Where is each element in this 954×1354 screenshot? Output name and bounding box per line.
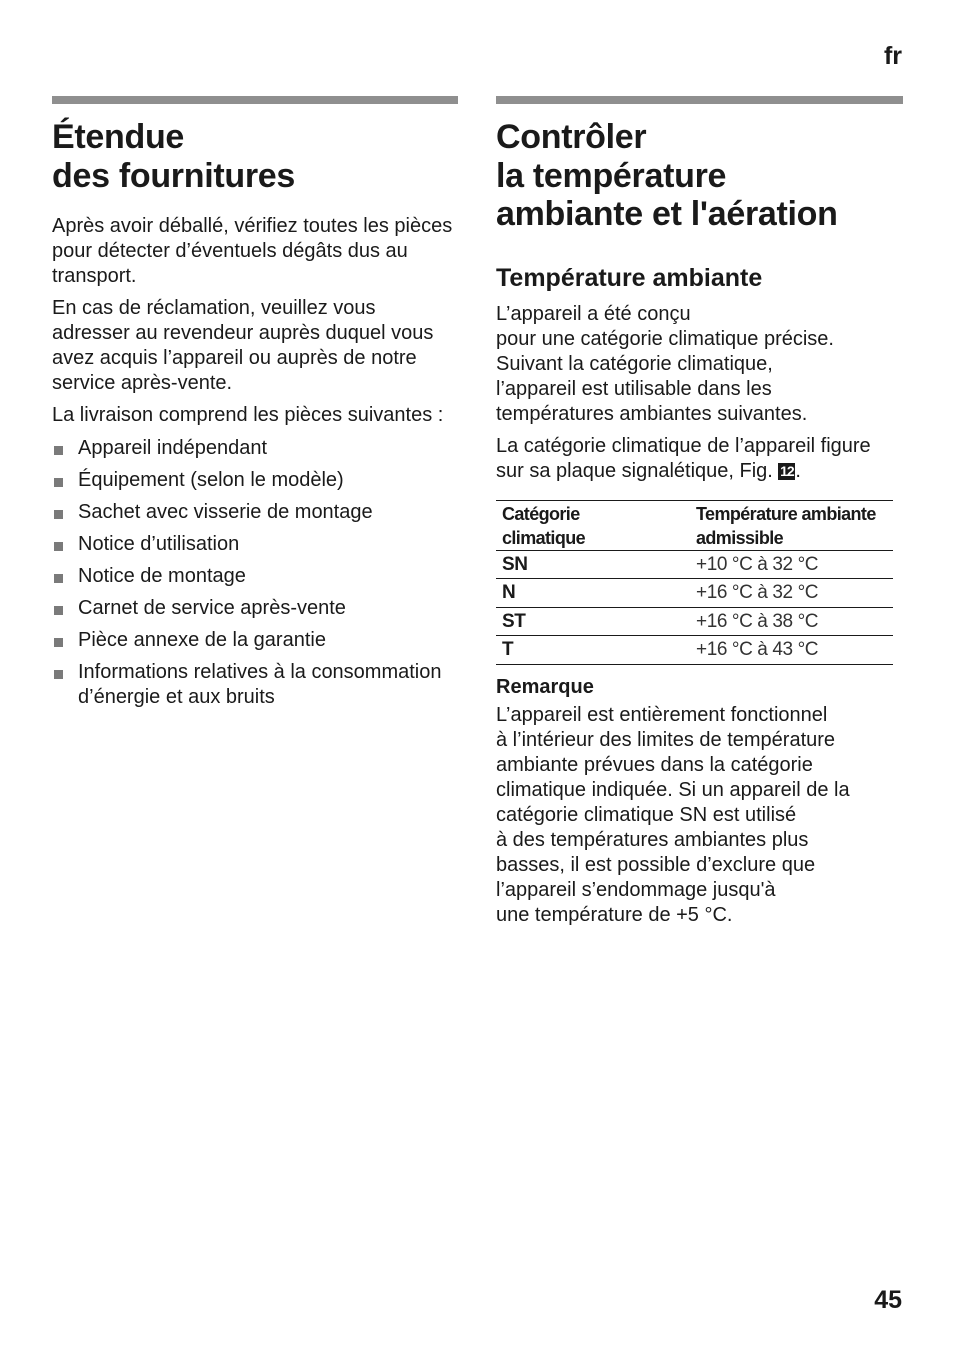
- ambient-temperature-subheading: Température ambiante: [496, 263, 763, 292]
- sentence-end: .: [795, 459, 801, 482]
- title-line: la température: [496, 156, 727, 195]
- table-cell-range: +10 °C à 32 °C: [690, 550, 893, 579]
- ambient-temperature-title: [496, 118, 903, 234]
- list-item-text: Sachet avec visserie de montage: [78, 501, 373, 523]
- bullet-square-icon: [54, 670, 63, 679]
- section-rule: [496, 96, 903, 104]
- list-item-text: Carnet de service après-vente: [78, 597, 346, 619]
- title-line: Étendue: [52, 118, 185, 156]
- section-rule: [52, 96, 458, 104]
- title-line: ambiante et l'aération: [496, 195, 838, 233]
- list-item: [52, 532, 458, 557]
- column-header-temperature: Température ambiante admissible: [690, 500, 893, 550]
- text-line: une température de +5 °C.: [496, 903, 733, 926]
- list-item: [52, 468, 458, 493]
- table-cell-category: N: [496, 579, 690, 608]
- text-line: basses, il est possible d’exclure que: [496, 853, 816, 876]
- paragraph-intro: [496, 302, 903, 427]
- table-cell-range: +16 °C à 38 °C: [690, 607, 893, 636]
- climate-class-table: [496, 500, 893, 665]
- delivery-list: [52, 436, 458, 710]
- table-cell-range: +16 °C à 32 °C: [690, 579, 893, 608]
- language-label: fr: [883, 42, 902, 70]
- table-row: [496, 550, 893, 579]
- bullet-square-icon: [54, 574, 63, 583]
- bullet-square-icon: [54, 510, 63, 519]
- list-item-text: Équipement (selon le modèle): [78, 469, 344, 491]
- table-row: [496, 607, 893, 636]
- text-line: L’appareil est entièrement fonctionnel: [496, 703, 828, 726]
- ambient-temperature-section: [496, 96, 903, 935]
- delivery-scope-title: [52, 118, 458, 195]
- text-line: à l’intérieur des limites de température: [496, 728, 836, 751]
- paragraph-note: [496, 703, 903, 928]
- list-item: [52, 628, 458, 653]
- bullet-square-icon: [54, 446, 63, 455]
- paragraph-complaint: En cas de réclamation, veuillez vous adresser au revendeur auprès duquel vous avez acquis l’appareil ou auprès de notre service après-vente.: [52, 297, 434, 394]
- list-item-text: Pièce annexe de la garantie: [78, 629, 326, 651]
- delivery-scope-section: [52, 96, 458, 717]
- table-row: [496, 636, 893, 665]
- text-line: L’appareil a été conçu: [496, 302, 691, 325]
- table-cell-category: T: [496, 636, 690, 665]
- figure-reference-badge: 12: [780, 462, 794, 479]
- text-line: à des températures ambiantes plus: [496, 828, 809, 851]
- column-header-category: Catégorie climatique: [496, 500, 690, 550]
- text-line: températures ambiantes suivantes.: [496, 402, 808, 425]
- page-number: 45: [874, 1286, 902, 1314]
- bullet-square-icon: [54, 542, 63, 551]
- text-line: catégorie climatique SN est utilisé: [496, 803, 797, 826]
- rating-plate-text: La catégorie climatique de l’appareil figure sur sa plaque signalétique, Fig.: [496, 434, 871, 482]
- bullet-square-icon: [54, 478, 63, 487]
- paragraph-inspect: Après avoir déballé, vérifiez toutes les pièces pour détecter d’éventuels dégâts dus au transport.: [52, 215, 453, 287]
- text-line: l’appareil s’endommage jusqu'à: [496, 878, 776, 901]
- paragraph-delivery: La livraison comprend les pièces suivantes :: [52, 404, 444, 426]
- list-item-text: Appareil indépendant: [78, 437, 268, 459]
- table-cell-category: ST: [496, 607, 690, 636]
- title-line: Contrôler: [496, 118, 647, 156]
- table-cell-category: SN: [496, 550, 690, 579]
- text-line: ambiante prévues dans la catégorie: [496, 753, 813, 776]
- bullet-square-icon: [54, 638, 63, 647]
- table-row: [496, 579, 893, 608]
- title-line: des fournitures: [52, 156, 295, 195]
- text-line: climatique indiquée. Si un appareil de la: [496, 778, 850, 801]
- bullet-square-icon: [54, 606, 63, 615]
- list-item: [52, 660, 458, 710]
- paragraph-rating-plate: [496, 434, 903, 484]
- list-item: [52, 596, 458, 621]
- text-line: l’appareil est utilisable dans les: [496, 377, 772, 400]
- list-item: [52, 500, 458, 525]
- text-line: Suivant la catégorie climatique,: [496, 352, 773, 375]
- table-header-row: [496, 500, 893, 550]
- list-item: [52, 436, 458, 461]
- list-item-text: Informations relatives à la consommation d’énergie et aux bruits: [78, 661, 442, 708]
- list-item: [52, 564, 458, 589]
- table-cell-range: +16 °C à 43 °C: [690, 636, 893, 665]
- note-heading: Remarque: [496, 675, 594, 698]
- list-item-text: Notice d’utilisation: [78, 533, 240, 555]
- text-line: pour une catégorie climatique précise.: [496, 327, 834, 350]
- list-item-text: Notice de montage: [78, 565, 246, 587]
